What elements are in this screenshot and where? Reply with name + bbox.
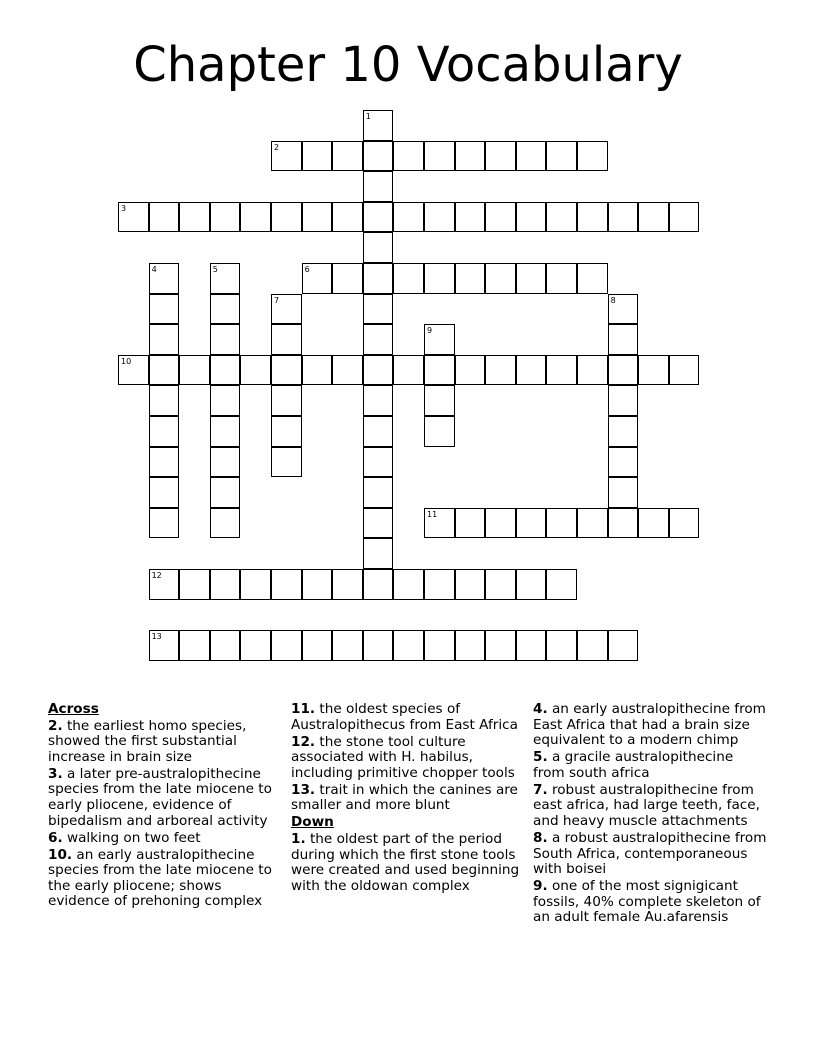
grid-cell[interactable] <box>149 385 180 416</box>
grid-cell[interactable] <box>546 355 577 386</box>
grid-cell[interactable] <box>516 630 547 661</box>
clue-number: 10 <box>121 356 132 366</box>
grid-cell[interactable] <box>271 324 302 355</box>
grid-cell[interactable] <box>210 477 241 508</box>
clue-number: 3. <box>48 765 63 782</box>
clue-number: 1 <box>365 112 371 121</box>
clue-item <box>48 719 284 766</box>
grid-cell[interactable] <box>455 508 486 539</box>
grid-cell[interactable] <box>485 569 516 600</box>
clue-item <box>533 702 769 749</box>
across-heading: Across <box>48 701 99 717</box>
grid-cell[interactable] <box>608 416 639 447</box>
grid-cell[interactable] <box>577 263 608 294</box>
clue-text: the stone tool culture associated with H. habilus, including primitive chopper tools <box>291 733 515 781</box>
clue-text: a robust australopithecine from South Africa, contemporaneous with boisei <box>533 829 767 878</box>
grid-cell[interactable] <box>210 630 241 661</box>
grid-cell[interactable] <box>363 630 394 661</box>
grid-cell[interactable] <box>271 294 302 325</box>
grid-cell[interactable] <box>485 141 516 172</box>
grid-cell[interactable] <box>485 263 516 294</box>
grid-cell[interactable] <box>455 355 486 386</box>
grid-cell[interactable] <box>546 141 577 172</box>
grid-cell[interactable] <box>577 508 608 539</box>
grid-cell[interactable] <box>485 202 516 233</box>
grid-cell[interactable] <box>363 477 394 508</box>
clue-text: an early australopithecine species from the late miocene to the early pliocene; shows evidence of prehoning complex <box>48 846 272 910</box>
grid-cell[interactable] <box>516 263 547 294</box>
grid-cell[interactable] <box>210 385 241 416</box>
grid-cell[interactable] <box>577 355 608 386</box>
down-clues-list <box>291 832 527 894</box>
grid-cell[interactable] <box>608 385 639 416</box>
grid-cell[interactable] <box>210 263 241 294</box>
grid-cell[interactable] <box>271 569 302 600</box>
grid-cell[interactable] <box>363 385 394 416</box>
clue-number: 12 <box>151 571 162 580</box>
grid-cell[interactable] <box>363 447 394 478</box>
clue-item <box>291 735 527 782</box>
grid-cell[interactable] <box>332 355 363 386</box>
grid-cell[interactable] <box>179 202 210 233</box>
across-clues-list-continued <box>291 702 527 814</box>
clue-column-2 <box>291 702 527 896</box>
clue-number: 6. <box>48 829 63 846</box>
clue-number: 12. <box>291 733 316 750</box>
grid-cell[interactable] <box>271 416 302 447</box>
grid-cell[interactable] <box>516 141 547 172</box>
grid-cell[interactable] <box>393 630 424 661</box>
clue-number: 4 <box>151 265 157 274</box>
grid-cell[interactable] <box>149 569 180 600</box>
grid-cell[interactable] <box>455 263 486 294</box>
page-title: Chapter 10 Vocabulary <box>133 37 683 93</box>
grid-cell[interactable] <box>608 294 639 325</box>
grid-cell[interactable] <box>118 355 149 386</box>
grid-cell[interactable] <box>608 447 639 478</box>
grid-cell[interactable] <box>302 202 333 233</box>
clue-number: 11. <box>291 701 316 717</box>
grid-cell[interactable] <box>608 477 639 508</box>
grid-cell[interactable] <box>424 324 455 355</box>
clue-number: 2 <box>274 142 280 152</box>
grid-cell[interactable] <box>363 232 394 263</box>
grid-cell[interactable] <box>302 141 333 172</box>
clue-number: 5 <box>212 265 218 274</box>
grid-cell[interactable] <box>363 538 394 569</box>
grid-cell[interactable] <box>485 508 516 539</box>
across-clues-list <box>48 719 284 910</box>
grid-cell[interactable] <box>363 110 394 141</box>
grid-cell[interactable] <box>363 141 394 172</box>
grid-cell[interactable] <box>455 202 486 233</box>
grid-cell[interactable] <box>546 202 577 233</box>
clue-number: 11 <box>427 509 438 519</box>
grid-cell[interactable] <box>179 355 210 386</box>
grid-cell[interactable] <box>608 324 639 355</box>
grid-cell[interactable] <box>363 508 394 539</box>
grid-cell[interactable] <box>271 447 302 478</box>
grid-cell[interactable] <box>424 416 455 447</box>
grid-cell[interactable] <box>546 630 577 661</box>
grid-cell[interactable] <box>210 324 241 355</box>
grid-cell[interactable] <box>516 508 547 539</box>
grid-cell[interactable] <box>149 324 180 355</box>
grid-cell[interactable] <box>271 355 302 386</box>
clue-number: 4. <box>533 701 548 717</box>
grid-cell[interactable] <box>240 202 271 233</box>
grid-cell[interactable] <box>363 202 394 233</box>
grid-cell[interactable] <box>149 630 180 661</box>
grid-cell[interactable] <box>363 355 394 386</box>
grid-cell[interactable] <box>149 508 180 539</box>
grid-cell[interactable] <box>332 569 363 600</box>
grid-cell[interactable] <box>210 294 241 325</box>
clue-item <box>48 848 284 910</box>
clue-text: a gracile australopithecine from south africa <box>533 749 734 781</box>
grid-cell[interactable] <box>210 508 241 539</box>
grid-cell[interactable] <box>363 171 394 202</box>
clue-text: the oldest species of Australopithecus from East Africa <box>291 701 518 733</box>
clue-number: 5. <box>533 749 548 766</box>
grid-cell[interactable] <box>210 355 241 386</box>
grid-cell[interactable] <box>546 508 577 539</box>
grid-cell[interactable] <box>669 355 700 386</box>
grid-cell[interactable] <box>332 263 363 294</box>
clue-number: 6 <box>304 265 310 274</box>
clue-number: 10. <box>48 846 73 863</box>
grid-cell[interactable] <box>332 630 363 661</box>
clue-number: 2. <box>48 717 63 734</box>
grid-cell[interactable] <box>546 263 577 294</box>
grid-cell[interactable] <box>363 263 394 294</box>
grid-cell[interactable] <box>516 355 547 386</box>
grid-cell[interactable] <box>516 202 547 233</box>
clue-number: 7 <box>274 295 280 305</box>
grid-cell[interactable] <box>240 355 271 386</box>
clue-column-3 <box>533 702 769 927</box>
grid-cell[interactable] <box>638 355 669 386</box>
down-clues-list-continued <box>533 702 769 926</box>
clue-number: 1. <box>291 830 306 847</box>
grid-cell[interactable] <box>424 355 455 386</box>
grid-cell[interactable] <box>638 202 669 233</box>
clue-number: 9. <box>533 878 548 895</box>
grid-cell[interactable] <box>393 355 424 386</box>
clue-number: 13. <box>291 781 316 798</box>
grid-cell[interactable] <box>393 202 424 233</box>
grid-cell[interactable] <box>608 202 639 233</box>
clue-number: 3 <box>121 203 127 213</box>
grid-cell[interactable] <box>118 202 149 233</box>
grid-cell[interactable] <box>638 508 669 539</box>
clue-item <box>533 831 769 878</box>
grid-cell[interactable] <box>608 508 639 539</box>
clue-number: 8. <box>533 829 548 846</box>
clue-text: one of the most signigicant fossils, 40% complete skeleton of an adult female Au.afarensis <box>533 878 761 926</box>
grid-cell[interactable] <box>271 202 302 233</box>
grid-cell[interactable] <box>149 263 180 294</box>
grid-cell[interactable] <box>271 630 302 661</box>
clue-column-1 <box>48 702 284 911</box>
grid-cell[interactable] <box>608 355 639 386</box>
down-heading: Down <box>291 814 334 831</box>
grid-cell[interactable] <box>424 508 455 539</box>
clue-item <box>48 767 284 829</box>
grid-cell[interactable] <box>332 141 363 172</box>
grid-cell[interactable] <box>393 263 424 294</box>
clue-text: an early australopithecine from East Africa that had a brain size equivalent to a modern chimp <box>533 701 766 749</box>
grid-cell[interactable] <box>149 477 180 508</box>
grid-cell[interactable] <box>332 202 363 233</box>
grid-cell[interactable] <box>424 263 455 294</box>
grid-cell[interactable] <box>363 416 394 447</box>
clue-item <box>291 832 527 894</box>
grid-cell[interactable] <box>210 416 241 447</box>
grid-cell[interactable] <box>179 630 210 661</box>
clue-item <box>48 831 284 847</box>
grid-cell[interactable] <box>455 569 486 600</box>
grid-cell[interactable] <box>424 569 455 600</box>
grid-cell[interactable] <box>424 202 455 233</box>
grid-cell[interactable] <box>179 569 210 600</box>
grid-cell[interactable] <box>516 569 547 600</box>
grid-cell[interactable] <box>302 355 333 386</box>
clue-item <box>533 879 769 926</box>
grid-cell[interactable] <box>363 324 394 355</box>
grid-cell[interactable] <box>363 569 394 600</box>
clue-text: the earliest homo species, showed the first substantial increase in brain size <box>48 717 247 765</box>
grid-cell[interactable] <box>577 202 608 233</box>
grid-cell[interactable] <box>455 630 486 661</box>
grid-cell[interactable] <box>546 569 577 600</box>
grid-cell[interactable] <box>577 630 608 661</box>
clue-number: 9 <box>427 326 433 336</box>
clue-text: a later pre-australopithecine species from the late miocene to early pliocene, evidence of bipedalism and arboreal activity <box>48 765 272 829</box>
grid-cell[interactable] <box>210 447 241 478</box>
grid-cell[interactable] <box>669 508 700 539</box>
grid-cell[interactable] <box>210 202 241 233</box>
clue-item <box>533 750 769 781</box>
clue-item <box>291 783 527 814</box>
clue-item <box>533 783 769 830</box>
grid-cell[interactable] <box>485 355 516 386</box>
grid-cell[interactable] <box>608 630 639 661</box>
grid-cell[interactable] <box>240 569 271 600</box>
clue-text: robust australopithecine from east africa, had large teeth, face, and heavy muscle attachments <box>533 781 760 829</box>
grid-cell[interactable] <box>424 385 455 416</box>
grid-cell[interactable] <box>302 263 333 294</box>
grid-cell[interactable] <box>149 294 180 325</box>
grid-cell[interactable] <box>424 630 455 661</box>
grid-cell[interactable] <box>210 569 241 600</box>
grid-cell[interactable] <box>271 141 302 172</box>
grid-cell[interactable] <box>669 202 700 233</box>
grid-cell[interactable] <box>149 416 180 447</box>
grid-cell[interactable] <box>149 202 180 233</box>
grid-cell[interactable] <box>393 141 424 172</box>
grid-cell[interactable] <box>485 630 516 661</box>
grid-cell[interactable] <box>240 630 271 661</box>
clue-number: 8 <box>610 295 616 305</box>
grid-cell[interactable] <box>577 141 608 172</box>
clue-text: trait in which the canines are smaller and more blunt <box>291 781 518 814</box>
clue-text: walking on two feet <box>66 829 201 846</box>
clue-item <box>291 702 527 733</box>
grid-cell[interactable] <box>424 141 455 172</box>
grid-cell[interactable] <box>271 385 302 416</box>
grid-cell[interactable] <box>455 141 486 172</box>
grid-cell[interactable] <box>302 569 333 600</box>
grid-cell[interactable] <box>149 447 180 478</box>
grid-cell[interactable] <box>363 294 394 325</box>
clue-number: 7. <box>533 781 548 798</box>
clue-number: 13 <box>151 632 162 642</box>
grid-cell[interactable] <box>393 569 424 600</box>
clue-text: the oldest part of the period during which the first stone tools were created and used beginning with the oldowan complex <box>291 830 520 894</box>
grid-cell[interactable] <box>149 355 180 386</box>
grid-cell[interactable] <box>302 630 333 661</box>
